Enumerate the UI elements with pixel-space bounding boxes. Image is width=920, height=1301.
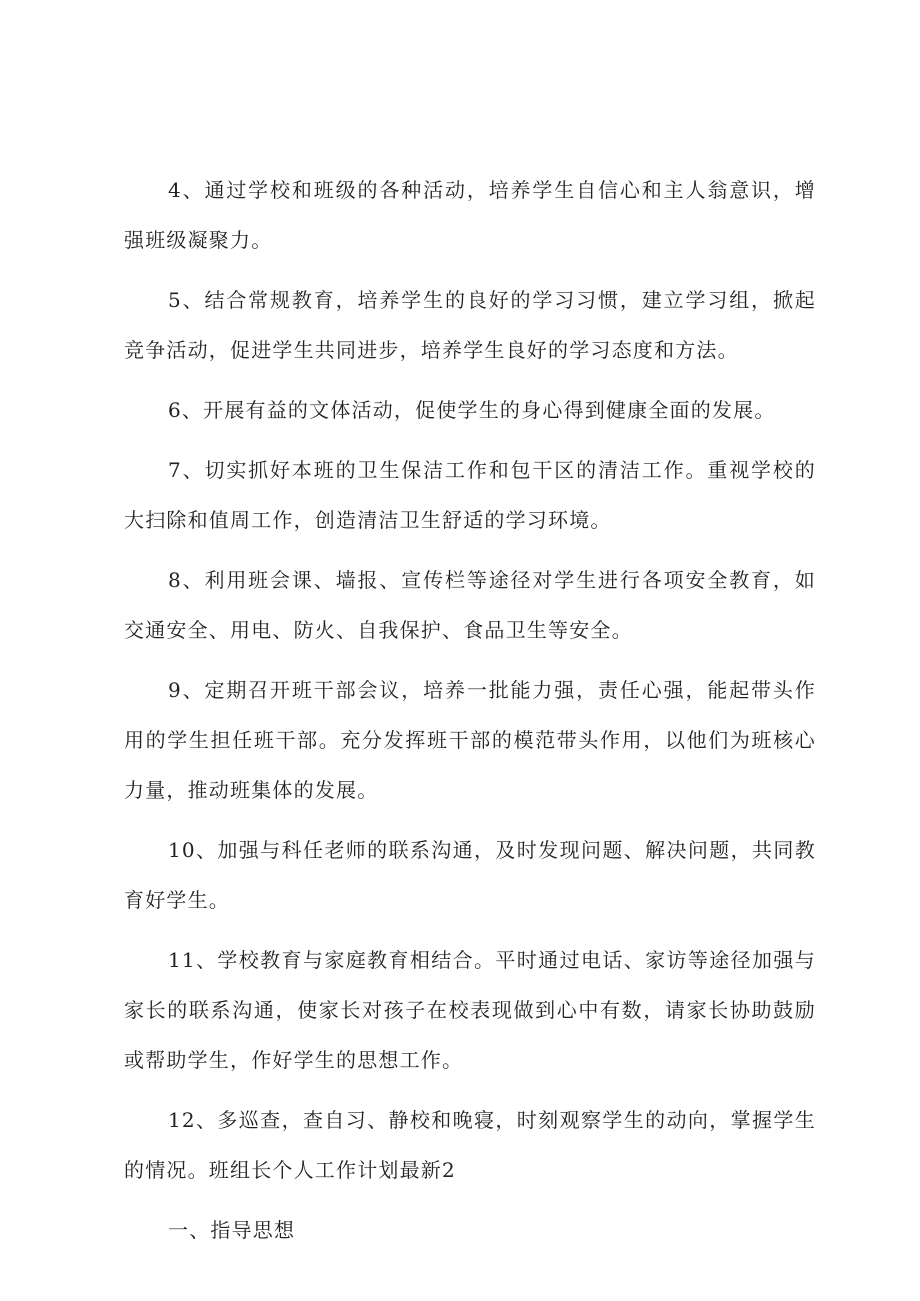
paragraph-item-12: 12、多巡查，查自习、静校和晚寝，时刻观察学生的动向，掌握学生的情况。班组长个人工作计划最新2 (124, 1108, 816, 1182)
paragraph-item-10: 10、加强与科任老师的联系沟通，及时发现问题、解决问题，共同教育好学生。 (124, 838, 816, 912)
section-heading: 一、指导思想 (168, 1218, 296, 1242)
paragraph-item-5: 5、结合常规教育，培养学生的良好的学习习惯，建立学习组，掀起竞争活动，促进学生共同进步，培养学生良好的学习态度和方法。 (124, 288, 816, 362)
paragraph-item-7: 7、切实抓好本班的卫生保洁工作和包干区的清洁工作。重视学校的大扫除和值周工作，创造清洁卫生舒适的学习环境。 (124, 458, 816, 532)
paragraph-item-9: 9、定期召开班干部会议，培养一批能力强，责任心强，能起带头作用的学生担任班干部。充分发挥班干部的模范带头作用，以他们为班核心力量，推动班集体的发展。 (124, 678, 816, 802)
document-body (124, 165, 816, 1265)
paragraph-item-8: 8、利用班会课、墙报、宣传栏等途径对学生进行各项安全教育，如交通安全、用电、防火、自我保护、食品卫生等安全。 (124, 568, 816, 642)
paragraph-item-11: 11、学校教育与家庭教育相结合。平时通过电话、家访等途径加强与家长的联系沟通，使家长对孩子在校表现做到心中有数，请家长协助鼓励或帮助学生，作好学生的思想工作。 (124, 948, 816, 1072)
paragraph-item-6: 6、开展有益的文体活动，促使学生的身心得到健康全面的发展。 (168, 398, 776, 422)
paragraph-item-4: 4、通过学校和班级的各种活动，培养学生自信心和主人翁意识，增强班级凝聚力。 (124, 178, 816, 252)
